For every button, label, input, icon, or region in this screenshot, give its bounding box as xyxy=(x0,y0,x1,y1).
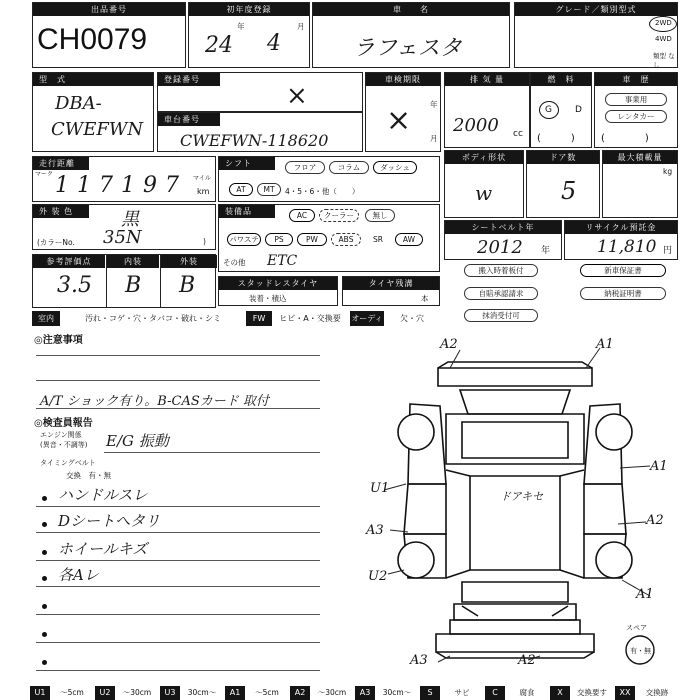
rental-car: レンタカー xyxy=(605,110,667,123)
legend-desc: 30cm〜 xyxy=(187,688,217,697)
report-item-line xyxy=(36,586,320,587)
grade-note: 類型 なし xyxy=(653,52,675,69)
equip-cooler: クーラー xyxy=(319,209,359,222)
recycle-header: リサイクル預託金 xyxy=(565,221,677,234)
tire-box xyxy=(342,276,440,306)
mark-4: A3 xyxy=(366,523,384,538)
fuel-g-circle xyxy=(539,101,559,119)
rating-divider-1 xyxy=(106,255,107,307)
report-item-bullet xyxy=(42,496,47,501)
legend-desc: 〜5cm xyxy=(60,688,84,697)
body-type-header: ボディ形状 xyxy=(445,151,523,164)
seatbelt-value: 2012 xyxy=(477,237,523,258)
legend-code: C xyxy=(485,686,505,700)
legend-code: A3 xyxy=(355,686,375,700)
report-item-bullet xyxy=(42,660,47,665)
mark-9: A2 xyxy=(518,653,536,668)
report-item-bullet xyxy=(42,522,47,527)
body-type-box xyxy=(444,150,524,218)
equip-ps: PS xyxy=(265,233,293,246)
recycle-value: 11,810 xyxy=(597,237,657,257)
report-item-line xyxy=(36,560,320,561)
model-line2: CWEFWN xyxy=(51,119,144,140)
shift-at: AT xyxy=(229,183,253,196)
equip-abs: ABS xyxy=(331,233,361,246)
capacity-header: 最大積載量 xyxy=(603,151,677,164)
model-header: 型 式 xyxy=(33,73,153,86)
rating-score-header: 参考評価点 xyxy=(33,255,105,268)
legend-code: A1 xyxy=(225,686,245,700)
legend-desc: 〜30cm xyxy=(317,688,347,697)
notes-text-1: A/T ショック有り。B-CASカード 取付 xyxy=(40,394,269,409)
studless-box xyxy=(218,276,338,306)
business-use: 事業用 xyxy=(605,93,667,106)
mark-0: A2 xyxy=(440,337,458,352)
model-box xyxy=(32,72,154,152)
legend-code: X xyxy=(550,686,570,700)
mileage-unit-mi: マイル xyxy=(193,175,211,182)
seatbelt-box xyxy=(444,220,562,260)
report-title: ◎検査員報告 xyxy=(34,418,93,429)
equipment-box xyxy=(218,204,440,272)
mark-5: U1 xyxy=(370,481,390,496)
grade-box xyxy=(514,2,678,68)
model-line1: DBA- xyxy=(55,93,102,114)
seatbelt-unit: 年 xyxy=(541,246,551,256)
body-type-value: w xyxy=(475,181,493,205)
tire-unit: 本 xyxy=(421,294,429,303)
doc-item4: 納税証明書 xyxy=(580,287,666,300)
report-item-line xyxy=(36,642,320,643)
equip-ac: AC xyxy=(289,209,315,222)
doors-box xyxy=(526,150,600,218)
seatbelt-header: シートベルト年 xyxy=(445,221,561,234)
mileage-unit-km: km xyxy=(197,187,210,196)
report-item-bullet xyxy=(42,550,47,555)
legend-desc: サビ xyxy=(454,688,470,697)
shift-mt: MT xyxy=(257,183,281,196)
mark-7: A1 xyxy=(636,587,654,602)
equip-sr: SR xyxy=(373,235,383,244)
stock-number-value: CH0079 xyxy=(37,23,148,56)
report-item-line xyxy=(36,670,320,671)
equip-other-label: その他 xyxy=(223,258,246,267)
drive-2wd: 2WD xyxy=(655,19,672,27)
interior-label: 室内 xyxy=(32,311,60,326)
report-item-line xyxy=(36,506,320,507)
audio-label: オーディオ xyxy=(350,311,384,326)
inspection-year-label: 年 xyxy=(430,100,438,109)
spare-opts: 有・無 xyxy=(630,647,651,655)
legend-desc: 30cm〜 xyxy=(382,688,412,697)
audio-opts: 欠・穴 xyxy=(400,314,424,323)
report-item-bullet xyxy=(42,604,47,609)
vehicle-diagram xyxy=(350,334,680,684)
inspection-mark: × xyxy=(386,103,412,138)
legend-desc: 〜5cm xyxy=(255,688,279,697)
first-reg-year: 24 xyxy=(205,33,233,58)
doors-value: 5 xyxy=(561,177,577,205)
inspection-header: 車検期限 xyxy=(366,73,440,86)
chassis-header: 車台番号 xyxy=(158,113,220,126)
interior-opts: 汚れ・コゲ・穴・タバコ・破れ・シミ xyxy=(85,314,221,323)
shift-box xyxy=(218,156,440,202)
shift-dash: ダッシュ xyxy=(373,161,417,174)
legend-desc: 交換跡 xyxy=(645,688,669,697)
fuel-bracket: ( ) xyxy=(537,133,575,144)
stock-number-header: 出品番号 xyxy=(33,3,185,16)
legend-code: S xyxy=(420,686,440,700)
car-name-value: ラフェスタ xyxy=(353,36,462,61)
drive-4wd: 4WD xyxy=(655,35,672,43)
fw-label: FW xyxy=(246,311,272,326)
displacement-header: 排 気 量 xyxy=(445,73,529,86)
displacement-box xyxy=(444,72,530,148)
doc-item5: 抹消受付可 xyxy=(464,309,538,322)
shift-floor: フロア xyxy=(285,161,325,174)
timing-label: タイミングベルト xyxy=(40,459,96,467)
history-bracket: ( ) xyxy=(601,133,649,144)
legend-code: XX xyxy=(615,686,635,700)
rating-exterior: B xyxy=(179,273,196,298)
fuel-box xyxy=(530,72,592,148)
year-label: 年 xyxy=(237,22,245,31)
fw-opts: ヒビ・A・交換要 xyxy=(279,314,341,323)
displacement-unit: cc xyxy=(513,129,523,139)
legend-code: U1 xyxy=(30,686,50,700)
rating-score: 3.5 xyxy=(57,273,92,298)
legend-code: A2 xyxy=(290,686,310,700)
equip-pw: パワステ xyxy=(227,233,261,246)
color-code-close: ) xyxy=(203,237,206,246)
legend-desc: 交換要す xyxy=(577,688,607,697)
stock-number-box xyxy=(32,2,186,68)
tire-header: タイヤ残溝 xyxy=(343,277,439,290)
grade-header: グレード／類別型式 xyxy=(515,3,677,16)
inspection-box xyxy=(365,72,441,152)
report-item-text: ホイールキズ xyxy=(58,540,148,558)
fuel-header: 燃 料 xyxy=(531,73,591,86)
car-name-header: 車 名 xyxy=(313,3,509,16)
mark-3: A2 xyxy=(646,513,664,528)
registration-header: 登録番号 xyxy=(158,73,220,86)
first-registration-header: 初年度登録 xyxy=(189,3,309,16)
report-item-text: Dシートへタリ xyxy=(58,512,161,530)
rating-interior: B xyxy=(125,273,142,298)
color-code: 35N xyxy=(103,227,142,248)
first-reg-month: 4 xyxy=(267,31,281,56)
registration-mark: × xyxy=(286,81,308,111)
notes-line-1 xyxy=(36,355,320,356)
engine-value: E/G 振動 xyxy=(106,432,169,450)
drive-2wd-circle xyxy=(649,16,677,32)
front-tag: ドアキセ xyxy=(500,490,544,503)
notes-title: ◎注意事項 xyxy=(34,335,83,346)
registration-box xyxy=(157,72,363,112)
rating-divider-2 xyxy=(160,255,161,307)
displacement-value: 2000 xyxy=(453,115,499,136)
engine-label: エンジン関係 (異音・不調等) xyxy=(40,431,88,449)
equip-none: 無し xyxy=(365,209,395,222)
report-item-line xyxy=(36,532,320,533)
chassis-box xyxy=(157,112,363,152)
mark-8: A3 xyxy=(410,653,428,668)
shift-column: コラム xyxy=(329,161,369,174)
fuel-d: D xyxy=(575,105,582,115)
report-item-bullet xyxy=(42,632,47,637)
doc-item1: 搬入時着板付 xyxy=(464,264,538,277)
mileage-box xyxy=(32,156,216,202)
capacity-box xyxy=(602,150,678,218)
rating-int-header: 内装 xyxy=(107,255,159,268)
legend-code: U3 xyxy=(160,686,180,700)
meter-label: マーク xyxy=(35,171,54,178)
equipment-header: 装備品 xyxy=(219,205,275,218)
color-value: 黒 xyxy=(121,209,139,230)
recycle-unit: 円 xyxy=(663,246,673,256)
recycle-box xyxy=(564,220,678,260)
mileage-value: 117197 xyxy=(55,173,187,198)
notes-line-2 xyxy=(36,380,320,381)
equip-pw2: PW xyxy=(297,233,327,246)
color-header: 外 装 色 xyxy=(33,205,89,218)
legend-desc: 〜30cm xyxy=(122,688,152,697)
history-header: 車 歴 xyxy=(595,73,677,86)
inspection-month-label: 月 xyxy=(430,134,438,143)
rating-box xyxy=(32,254,216,308)
report-item-line xyxy=(36,614,320,615)
doc-item3: 自賠承認請求 xyxy=(464,287,538,300)
legend-desc: 腐食 xyxy=(519,688,535,697)
month-label: 月 xyxy=(297,22,305,31)
mileage-header: 走行距離 xyxy=(33,157,89,170)
report-item-text: 各Aレ xyxy=(58,566,99,584)
engine-line xyxy=(104,452,320,453)
doc-item2: 新車保証書 xyxy=(580,264,666,277)
docs-box xyxy=(444,262,678,324)
shift-header: シフト xyxy=(219,157,275,170)
history-box xyxy=(594,72,678,148)
capacity-unit: kg xyxy=(663,167,673,176)
first-registration-box xyxy=(188,2,310,68)
legend-code: U2 xyxy=(95,686,115,700)
equip-aw: AW xyxy=(395,233,423,246)
studless-header: スタッドレスタイヤ xyxy=(219,277,337,290)
status-row xyxy=(32,311,440,338)
chassis-value: CWEFWN-118620 xyxy=(180,131,329,150)
spare-label: スペア xyxy=(626,624,647,632)
legend-bar xyxy=(30,686,680,700)
mark-2: A1 xyxy=(650,459,668,474)
report-item-text: ハンドルスレ xyxy=(58,486,148,504)
timing-sub: 交換 有・無 xyxy=(66,471,111,480)
studless-opts: 装着・積込 xyxy=(249,294,287,303)
mark-1: A1 xyxy=(596,337,614,352)
shift-gears: 4・5・6・他（ ） xyxy=(285,187,360,196)
equip-other-value: ETC xyxy=(267,253,298,269)
color-code-label: (カラーNo. xyxy=(37,238,75,247)
rating-ext-header: 外装 xyxy=(161,255,217,268)
mark-6: U2 xyxy=(368,569,388,584)
report-item-bullet xyxy=(42,576,47,581)
color-box xyxy=(32,204,216,250)
car-name-box xyxy=(312,2,510,68)
doors-header: ドア数 xyxy=(527,151,599,164)
fuel-g: G xyxy=(545,105,552,115)
